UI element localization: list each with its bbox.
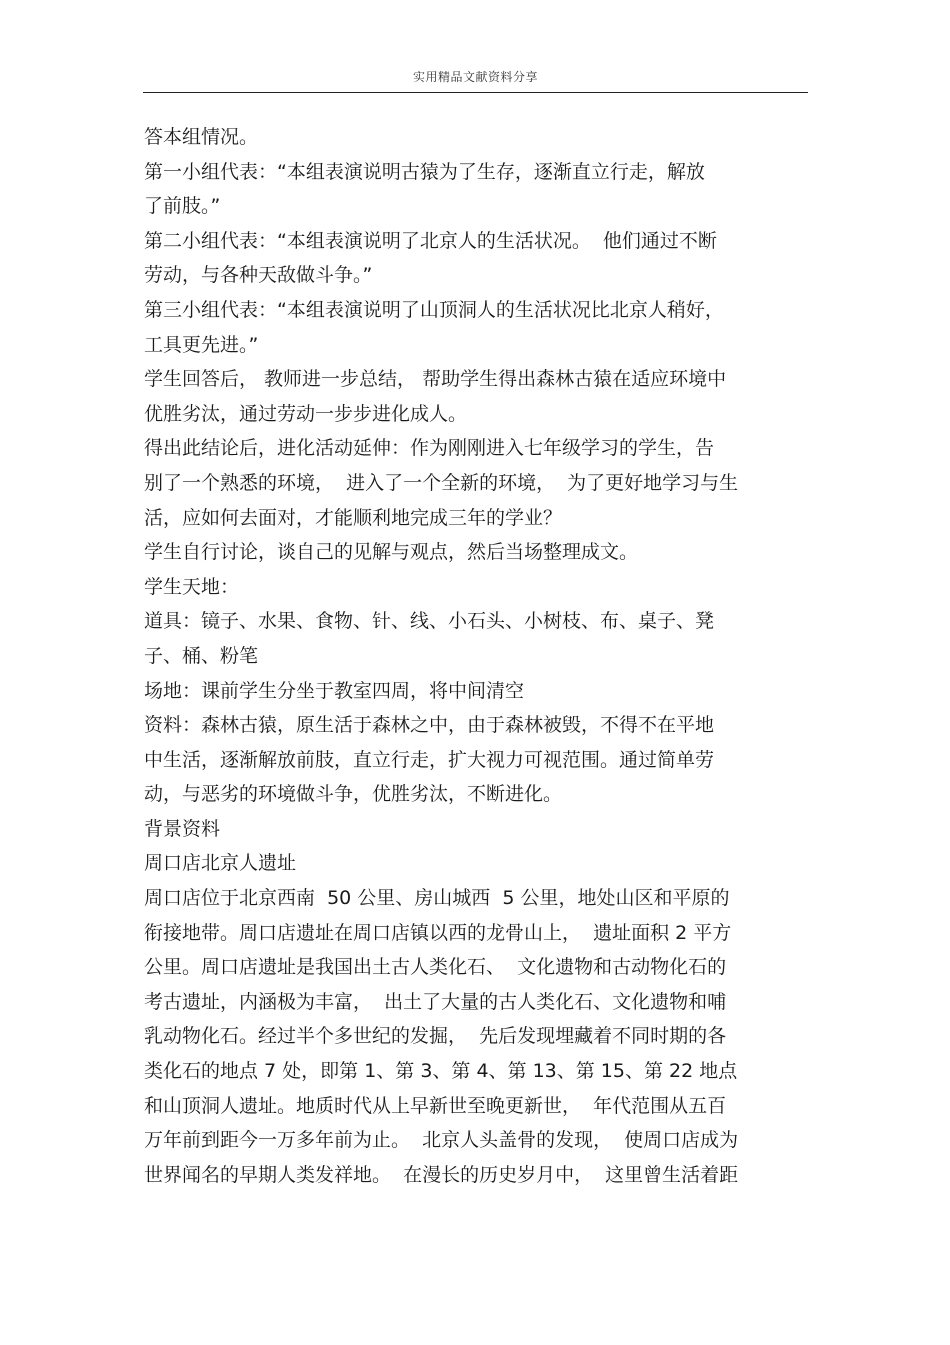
text-line: 答本组情况。 [144, 126, 259, 148]
text-line: 乳动物化石。经过半个多世纪的发掘， 先后发现埋藏着不同时期的各 [144, 1025, 727, 1048]
page-header [143, 60, 808, 93]
text-line: 活，应如何去面对，才能顺利地完成三年的学业？ [144, 506, 563, 529]
text-line: 劳动，与各种天敌做斗争。” [144, 264, 373, 287]
text-line: 了前肢。” [144, 195, 221, 218]
text-line: 场地：课前学生分坐于教室四周，将中间清空 [144, 679, 525, 702]
text-line: 动，与恶劣的环境做斗争，优胜劣汰，不断进化。 [144, 783, 563, 806]
text-line: 第三小组代表：“本组表演说明了山顶洞人的生活状况比北京人稍好， [144, 298, 724, 321]
text-line: 学生自行讨论，谈自己的见解与观点，然后当场整理成文。 [144, 541, 639, 564]
text-line: 公里。周口店遗址是我国出土古人类化石、 文化遗物和古动物化石的 [144, 956, 727, 979]
text-line: 第一小组代表：“本组表演说明古猿为了生存，逐渐直立行走，解放 [144, 160, 705, 183]
text-line: 中生活，逐渐解放前肢，直立行走，扩大视力可视范围。通过简单劳 [144, 748, 715, 771]
text-line: 世界闻名的早期人类发祥地。 在漫长的历史岁月中， 这里曾生活着距 [144, 1163, 739, 1186]
section-label: 学生天地： [144, 575, 240, 598]
text-line: 类化石的地点 7 处，即第 1、第 3、第 4、第 13、第 15、第 22 地点 [144, 1060, 738, 1083]
header-title: 实用精品文献资料分享 [412, 70, 538, 84]
document-body [144, 120, 809, 1192]
text-line: 和山顶洞人遗址。地质时代从上早新世至晚更新世， 年代范围从五百 [144, 1094, 727, 1117]
text-line: 衔接地带。周口店遗址在周口店镇以西的龙骨山上， 遗址面积 2 平方 [144, 921, 732, 944]
text-line: 学生回答后， 教师进一步总结， 帮助学生得出森林古猿在适应环境中 [144, 368, 727, 391]
text-line: 得出此结论后，进化活动延伸：作为刚刚进入七年级学习的学生，告 [144, 437, 715, 460]
text-line: 道具：镜子、水果、食物、针、线、小石头、小树枝、布、桌子、凳 [144, 610, 715, 633]
text-line: 工具更先进。” [144, 333, 259, 356]
section-heading: 周口店北京人遗址 [144, 852, 297, 875]
text-line: 周口店位于北京西南 50 公里、房山城西 5 公里，地处山区和平原的 [144, 887, 730, 910]
section-heading: 背景资料 [144, 817, 221, 840]
text-line: 第二小组代表：“本组表演说明了北京人的生活状况。 他们通过不断 [144, 229, 717, 252]
text-line: 别了一个熟悉的环境， 进入了一个全新的环境， 为了更好地学习与生 [144, 471, 739, 494]
text-line: 资料：森林古猿，原生活于森林之中，由于森林被毁，不得不在平地 [144, 714, 715, 737]
text-line: 考古遗址，内涵极为丰富， 出土了大量的古人类化石、文化遗物和哺 [144, 990, 727, 1013]
text-line: 万年前到距今一万多年前为止。 北京人头盖骨的发现， 使周口店成为 [144, 1129, 739, 1152]
text-line: 子、桶、粉笔 [144, 644, 259, 667]
text-line: 优胜劣汰，通过劳动一步步进化成人。 [144, 402, 468, 425]
